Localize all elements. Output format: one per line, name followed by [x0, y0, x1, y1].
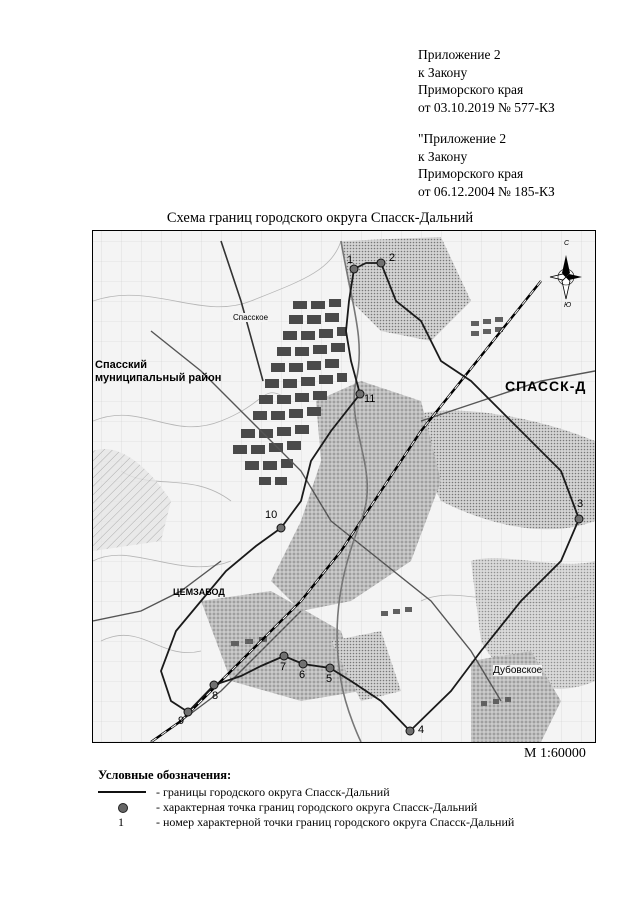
header-line: Приложение 2 [418, 47, 501, 62]
boundary-point-number: 7 [280, 661, 287, 673]
boundary-point-marker [299, 660, 307, 668]
label-district [95, 359, 221, 385]
boundary-point-marker [210, 681, 218, 689]
header-block-amendment [418, 46, 555, 116]
legend-row-number [98, 815, 515, 830]
boundary-point-number: 8 [212, 690, 219, 702]
boundary-point-marker [326, 664, 334, 672]
boundary-point-number: 10 [265, 509, 278, 521]
header-line: к Закону [418, 148, 468, 164]
boundary-point-number: 6 [299, 669, 306, 681]
legend-row-boundary [98, 785, 390, 800]
legend-row-text: - характерная точка границ городского округа Спасск-Дальний [156, 800, 478, 814]
point-number-sample: 1 [118, 815, 124, 829]
boundary-point-marker [377, 259, 385, 267]
header-line: "Приложение 2 [418, 131, 507, 146]
compass-label-north: С [564, 240, 570, 247]
label-district-line: муниципальный район [95, 372, 222, 384]
legend-row-text: - границы городского округа Спасск-Дальний [156, 785, 390, 799]
label-spasskoe: Спасское [233, 313, 269, 322]
boundary-line-icon [98, 785, 148, 800]
boundary-point-marker [575, 515, 583, 523]
boundary-point-number: 3 [577, 498, 584, 510]
boundary-point-number: 2 [389, 252, 396, 264]
label-dubovskoe: Дубовское [493, 665, 543, 676]
boundary-point-marker [406, 727, 414, 735]
boundary-point-marker [277, 524, 285, 532]
header-line: Приморского края [418, 166, 524, 181]
boundary-point-number: 4 [418, 724, 425, 736]
header-line: к Закону [418, 64, 468, 80]
boundary-point-number: 1 [347, 254, 354, 266]
boundary-point-number: 9 [178, 715, 185, 727]
boundary-point-marker [280, 652, 288, 660]
header-line: от 03.10.2019 № 577-КЗ [418, 99, 555, 115]
label-cemzavod: ЦЕМЗАВОД [173, 587, 225, 597]
legend-row-text: - номер характерной точки границ городского округа Спасск-Дальний [156, 815, 515, 829]
boundary-point-marker [184, 708, 192, 716]
boundary-point-icon [98, 800, 148, 815]
map-frame [92, 230, 596, 743]
boundary-point-number: 11 [364, 393, 376, 405]
header-line: Приморского края [418, 82, 524, 97]
legend [98, 768, 515, 830]
legend-row-point [98, 800, 478, 815]
label-spassk: СПАССК-Д [505, 378, 587, 394]
map-title: Схема границ городского округа Спасск-Дальний [166, 210, 474, 226]
boundary-point-number: 5 [326, 673, 333, 685]
label-district-line: Спасский [95, 359, 147, 371]
legend-title: Условные обозначения: [98, 768, 232, 782]
map-scale: М 1:60000 [524, 746, 586, 761]
boundary-point-marker [356, 390, 364, 398]
header-block-original [418, 130, 555, 200]
compass-label-south: Ю [564, 302, 572, 309]
header-line: от 06.12.2004 № 185-КЗ [418, 183, 555, 199]
boundary-point-marker [350, 265, 358, 273]
